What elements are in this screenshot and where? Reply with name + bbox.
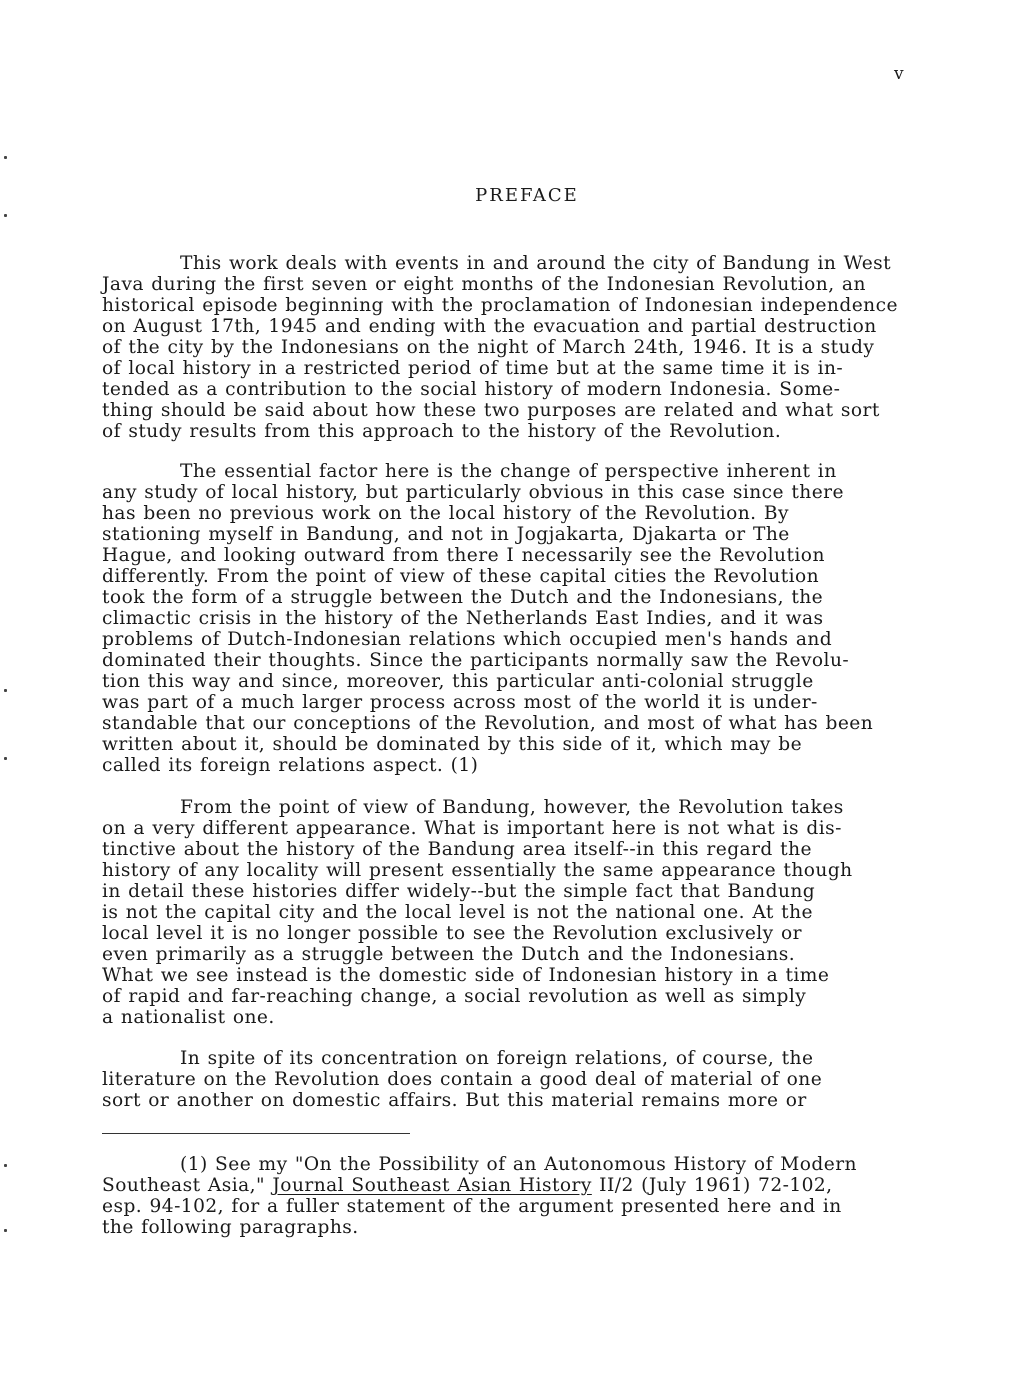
text-line: dominated their thoughts. Since the participants normally saw the Revolu- xyxy=(102,650,850,671)
text-line: local level it is no longer possible to see the Revolution exclusively or xyxy=(102,923,802,944)
footnote-text: Southeast Asia," xyxy=(102,1175,273,1196)
scan-mark xyxy=(4,689,7,692)
paragraph-4 xyxy=(102,1048,822,1111)
text-line: called its foreign relations aspect. (1) xyxy=(102,755,479,776)
text-line: The essential factor here is the change of perspective inherent in xyxy=(180,461,837,482)
text-line: even primarily as a struggle between the Dutch and the Indonesians. xyxy=(102,944,796,965)
paragraph-2 xyxy=(102,461,873,776)
text-line: has been no previous work on the local history of the Revolution. By xyxy=(102,503,789,524)
journal-title: Journal Southeast Asian History xyxy=(272,1175,592,1196)
text-line: took the form of a struggle between the Dutch and the Indonesians, the xyxy=(102,587,824,608)
page-title: PREFACE xyxy=(475,185,579,206)
text-line: of study results from this approach to the history of the Revolution. xyxy=(102,421,782,442)
footnote xyxy=(102,1154,857,1238)
text-line: of local history in a restricted period of time but at the same time it is in- xyxy=(102,358,844,379)
text-line: written about it, should be dominated by this side of it, which may be xyxy=(102,734,803,755)
paragraph-1 xyxy=(102,253,898,442)
text-line: stationing myself in Bandung, and not in Jogjakarta, Djakarta or The xyxy=(102,524,790,545)
text-line: is not the capital city and the local level is not the national one. At the xyxy=(102,902,813,923)
footnote-rule xyxy=(102,1133,410,1134)
text-line: on August 17th, 1945 and ending with the evacuation and partial destruction xyxy=(102,316,877,337)
text-line: tended as a contribution to the social history of modern Indonesia. Some- xyxy=(102,379,841,400)
text-line: sort or another on domestic affairs. But this material remains more or xyxy=(102,1090,807,1111)
text-line: literature on the Revolution does contain a good deal of material of one xyxy=(102,1069,823,1090)
page-number: v xyxy=(894,64,905,84)
scan-mark xyxy=(4,1229,7,1232)
text-line: differently. From the point of view of these capital cities the Revolution xyxy=(102,566,820,587)
text-line: tinctive about the history of the Bandung area itself--in this regard the xyxy=(102,839,812,860)
text-line: a nationalist one. xyxy=(102,1007,275,1028)
text-line: climactic crisis in the history of the Netherlands East Indies, and it was xyxy=(102,608,824,629)
scan-mark xyxy=(4,156,7,159)
scan-mark xyxy=(4,1164,7,1167)
text-line: What we see instead is the domestic side of Indonesian history in a time xyxy=(102,965,830,986)
footnote-text: II/2 (July 1961) 72-102, xyxy=(591,1175,833,1196)
text-line: historical episode beginning with the proclamation of Indonesian independence xyxy=(102,295,898,316)
text-line: In spite of its concentration on foreign relations, of course, the xyxy=(180,1048,814,1069)
text-line: any study of local history, but particularly obvious in this case since there xyxy=(102,482,844,503)
text-line: From the point of view of Bandung, however, the Revolution takes xyxy=(180,797,844,818)
text-line: of the city by the Indonesians on the night of March 24th, 1946. It is a study xyxy=(102,337,875,358)
footnote-line: the following paragraphs. xyxy=(102,1217,359,1238)
text-line: of rapid and far-reaching change, a social revolution as well as simply xyxy=(102,986,807,1007)
footnote-line xyxy=(102,1175,857,1196)
text-line: in detail these histories differ widely--but the simple fact that Bandung xyxy=(102,881,816,902)
text-line: tion this way and since, moreover, this particular anti-colonial struggle xyxy=(102,671,814,692)
scan-mark xyxy=(4,757,7,760)
paragraph-3 xyxy=(102,797,853,1028)
text-line: standable that our conceptions of the Revolution, and most of what has been xyxy=(102,713,874,734)
scan-mark xyxy=(4,214,7,217)
text-line: problems of Dutch-Indonesian relations which occupied men's hands and xyxy=(102,629,833,650)
footnote-line: esp. 94-102, for a fuller statement of the argument presented here and in xyxy=(102,1196,842,1217)
text-line: thing should be said about how these two purposes are related and what sort xyxy=(102,400,880,421)
text-line: history of any locality will present essentially the same appearance though xyxy=(102,860,853,881)
footnote-line: (1) See my "On the Possibility of an Autonomous History of Modern xyxy=(180,1154,857,1175)
text-line: on a very different appearance. What is important here is not what is dis- xyxy=(102,818,842,839)
text-line: was part of a much larger process across most of the world it is under- xyxy=(102,692,818,713)
text-line: This work deals with events in and around the city of Bandung in West xyxy=(180,253,892,274)
text-line: Java during the first seven or eight months of the Indonesian Revolution, an xyxy=(102,274,866,295)
text-line: Hague, and looking outward from there I necessarily see the Revolution xyxy=(102,545,825,566)
